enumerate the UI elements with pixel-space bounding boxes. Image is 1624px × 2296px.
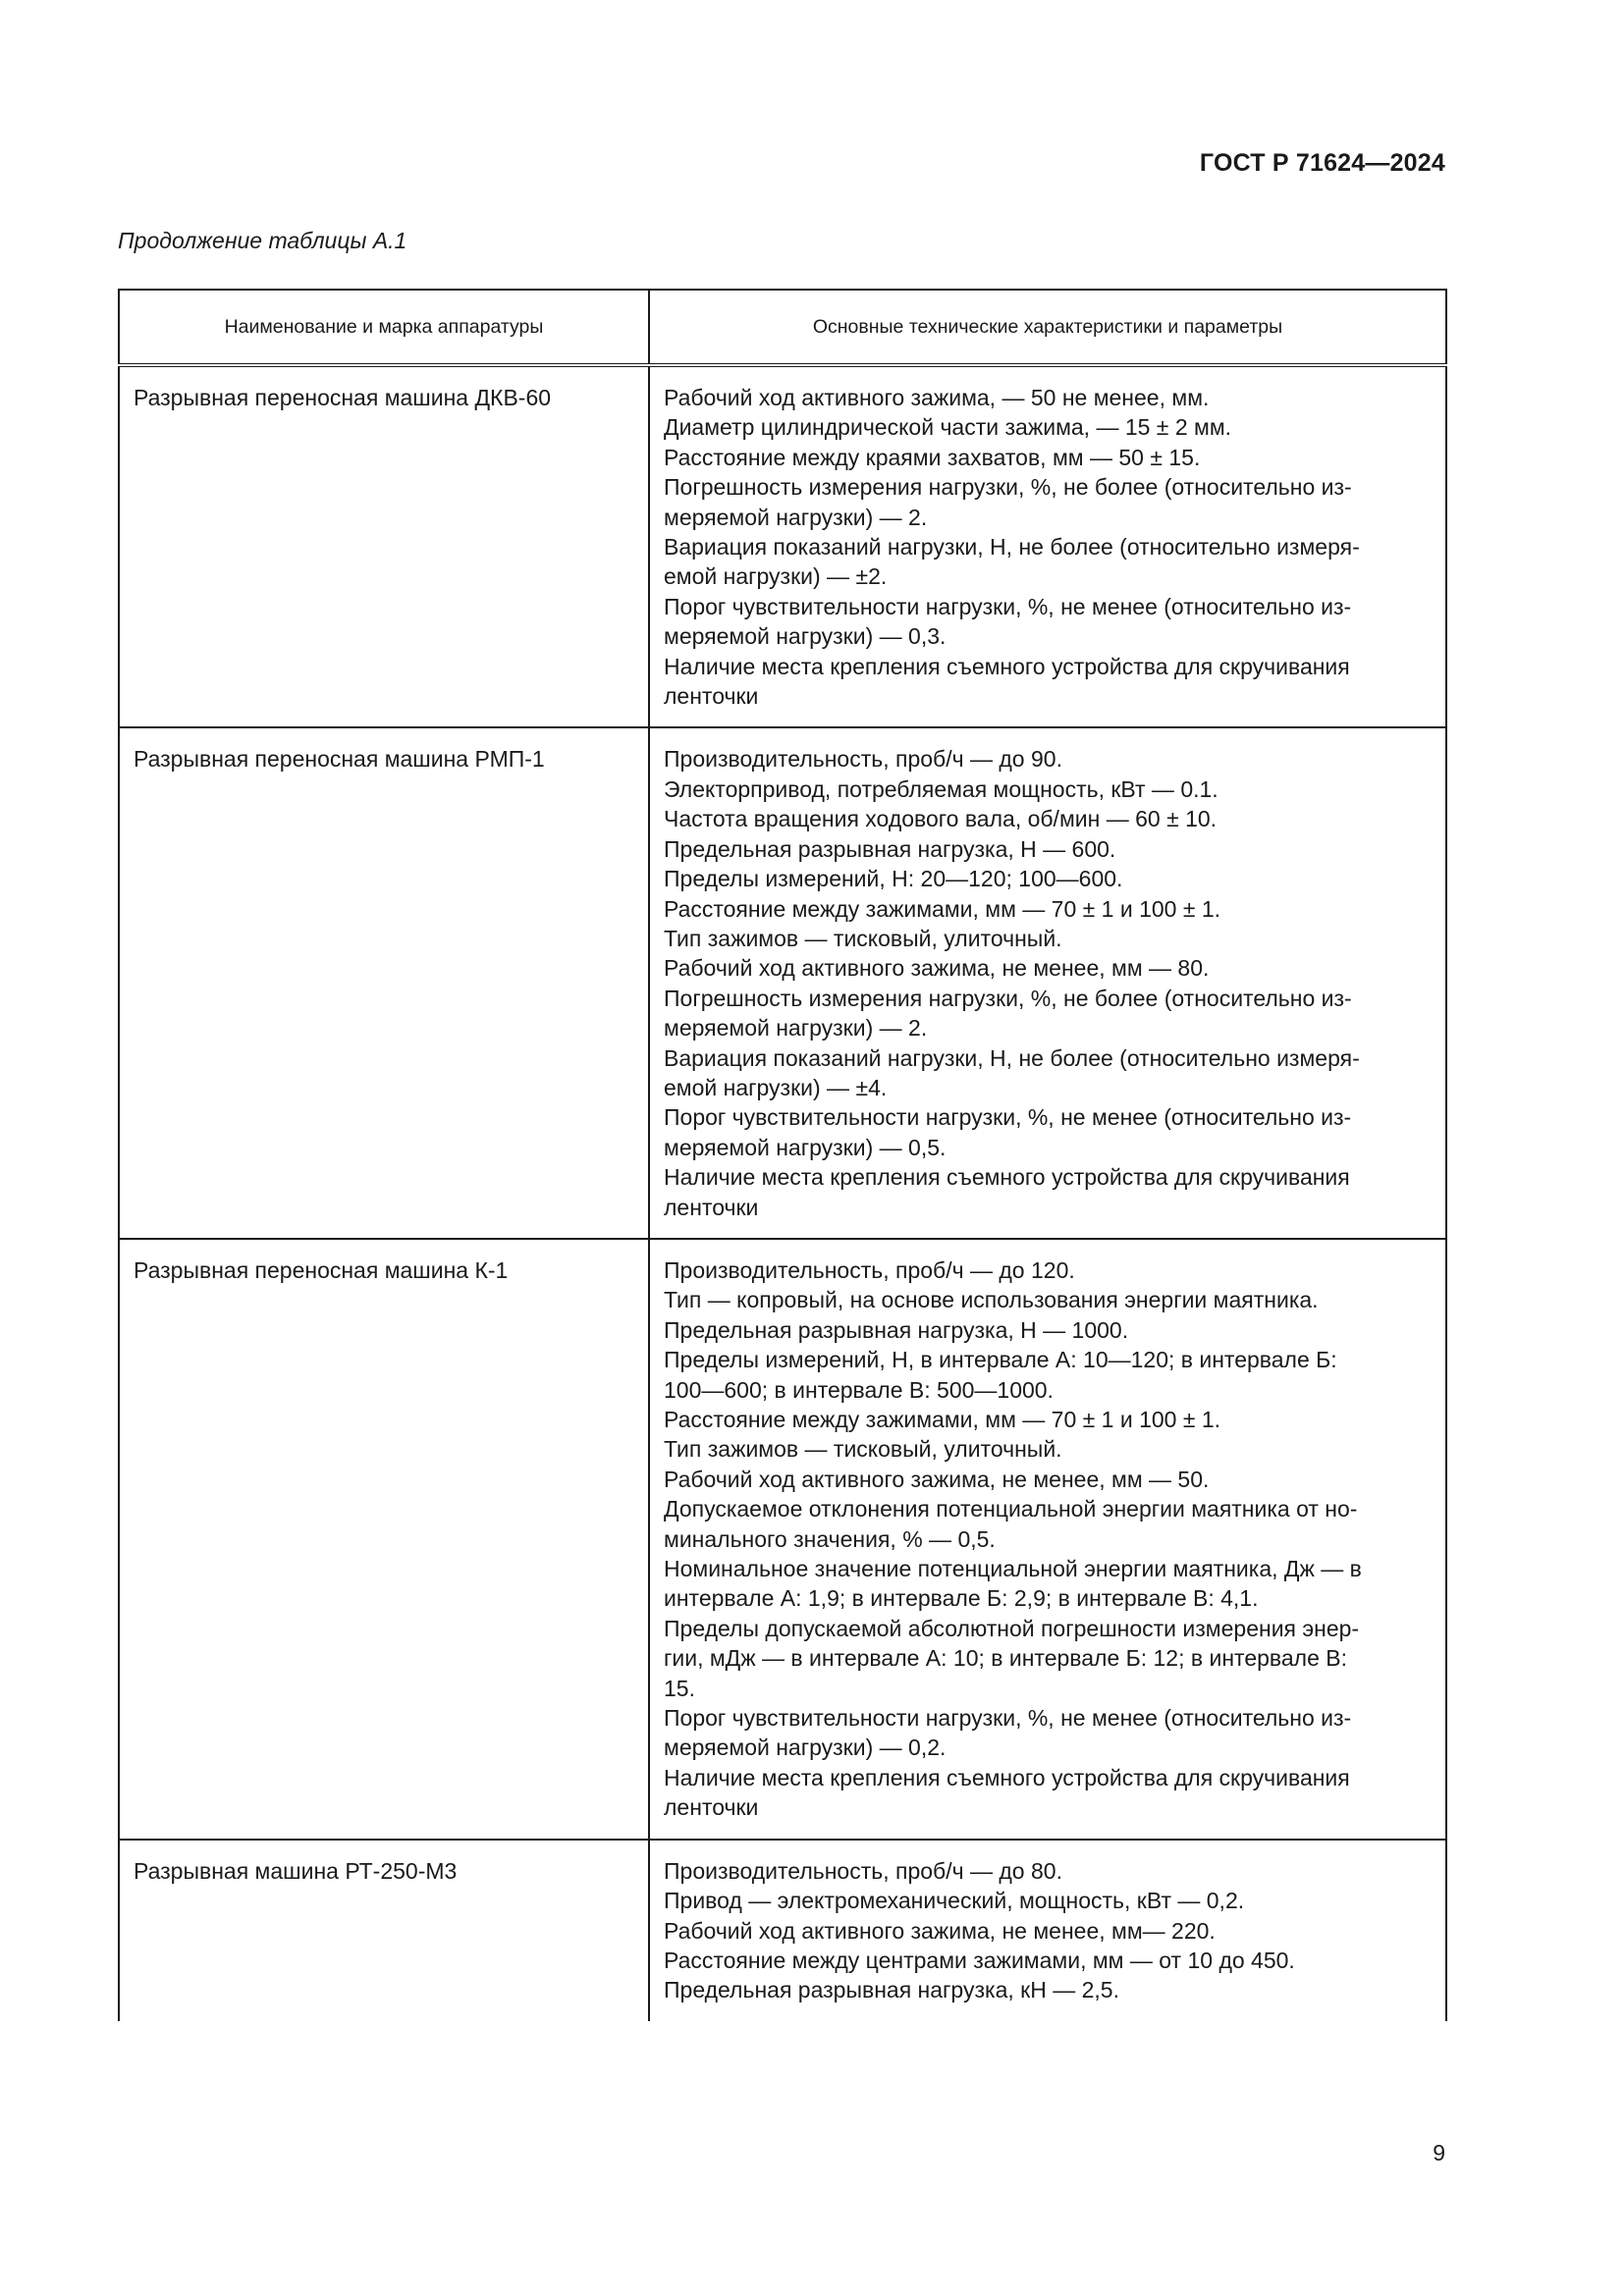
spec-line: Тип зажимов — тисковый, улиточный. (664, 1436, 1062, 1463)
spec-line: ленточки (664, 683, 759, 710)
spec-line: 100—600; в интервале В: 500—1000. (664, 1376, 1054, 1403)
spec-line: Расстояние между зажимами, мм — 70 ± 1 и 100 ± 1. (664, 895, 1221, 922)
spec-line: ленточки (664, 1194, 759, 1220)
table-caption: Продолжение таблицы А.1 (118, 228, 407, 253)
spec-line: 15. (664, 1675, 695, 1701)
spec-line: Рабочий ход активного зажима, не менее, мм — 80. (664, 955, 1210, 982)
specifications-cell (649, 365, 1446, 727)
spec-line: Пределы измерений, Н: 20—120; 100—600. (664, 866, 1123, 892)
specifications-cell (649, 1239, 1446, 1840)
spec-line: минального значения, % — 0,5. (664, 1525, 996, 1552)
table-header-row (119, 290, 1446, 365)
spec-line: Вариация показаний нагрузки, Н, не более (относительно измеря- (664, 1044, 1360, 1071)
equipment-name-cell: Разрывная переносная машина К-1 (119, 1239, 649, 1840)
spec-line: Наличие места крепления съемного устройства для скручивания (664, 1164, 1350, 1191)
spec-line: гии, мДж — в интервале А: 10; в интервале Б: 12; в интервале В: (664, 1645, 1347, 1672)
spec-line: Частота вращения ходового вала, об/мин — 60 ± 10. (664, 806, 1218, 832)
equipment-name-cell: Разрывная машина РТ-250-М3 (119, 1840, 649, 2021)
spec-line: Расстояние между краями захватов, мм — 50 ± 15. (664, 444, 1201, 470)
spec-line: меряемой нагрузки) — 0,5. (664, 1134, 947, 1160)
spec-line: Допускаемое отклонения потенциальной энергии маятника от но- (664, 1496, 1358, 1522)
spec-line: Вариация показаний нагрузки, Н, не более (относительно измеря- (664, 534, 1360, 561)
spec-line: емой нагрузки) — ±2. (664, 563, 888, 590)
spec-line: Номинальное значение потенциальной энергии маятника, Дж — в (664, 1556, 1362, 1582)
equipment-name-cell: Разрывная переносная машина РМП-1 (119, 727, 649, 1239)
spec-line: Производительность, проб/ч — до 80. (664, 1857, 1062, 1884)
spec-line: Расстояние между центрами зажимами, мм — от 10 до 450. (664, 1947, 1295, 1973)
table-row (119, 727, 1446, 1239)
column-header-equipment-name: Наименование и марка аппаратуры (119, 290, 649, 365)
table-row (119, 365, 1446, 727)
spec-line: Пределы допускаемой абсолютной погрешности измерения энер- (664, 1615, 1360, 1641)
spec-line: Производительность, проб/ч — до 90. (664, 746, 1062, 773)
spec-line: Порог чувствительности нагрузки, %, не менее (относительно из- (664, 1104, 1352, 1131)
spec-line: меряемой нагрузки) — 0,2. (664, 1735, 947, 1761)
spec-line: Расстояние между зажимами, мм — 70 ± 1 и 100 ± 1. (664, 1407, 1221, 1432)
spec-line: Порог чувствительности нагрузки, %, не менее (относительно из- (664, 593, 1352, 619)
spec-line: Наличие места крепления съемного устройства для скручивания (664, 653, 1350, 679)
spec-line: Наличие места крепления съемного устройства для скручивания (664, 1764, 1350, 1790)
spec-line: меряемой нагрузки) — 2. (664, 1015, 928, 1041)
equipment-spec-table (118, 289, 1447, 2021)
spec-line: Погрешность измерения нагрузки, %, не более (относительно из- (664, 474, 1352, 501)
spec-line: Погрешность измерения нагрузки, %, не более (относительно из- (664, 985, 1352, 1011)
spec-line: Тип зажимов — тисковый, улиточный. (664, 925, 1062, 951)
spec-line: Рабочий ход активного зажима, не менее, мм— 220. (664, 1917, 1216, 1944)
spec-line: интервале А: 1,9; в интервале Б: 2,9; в интервале В: 4,1. (664, 1585, 1259, 1612)
specifications-cell (649, 1840, 1446, 2021)
spec-line: Предельная разрывная нагрузка, Н — 1000. (664, 1316, 1129, 1343)
spec-line: Диаметр цилиндрической части зажима, — 15 ± 2 мм. (664, 414, 1232, 441)
equipment-name-cell: Разрывная переносная машина ДКВ-60 (119, 365, 649, 727)
table-row (119, 1239, 1446, 1840)
spec-line: Производительность, проб/ч — до 120. (664, 1256, 1075, 1283)
spec-line: Предельная разрывная нагрузка, кН — 2,5. (664, 1977, 1119, 2003)
column-header-specifications: Основные технические характеристики и параметры (649, 290, 1446, 365)
spec-line: Предельная разрывная нагрузка, Н — 600. (664, 835, 1116, 862)
spec-line: Порог чувствительности нагрузки, %, не менее (относительно из- (664, 1705, 1352, 1732)
spec-line: Пределы измерений, Н, в интервале А: 10—120; в интервале Б: (664, 1347, 1337, 1373)
document-designation: ГОСТ Р 71624—2024 (1199, 149, 1445, 177)
page-number: 9 (1433, 2140, 1445, 2165)
spec-line: меряемой нагрузки) — 0,3. (664, 623, 947, 650)
spec-line: Тип — копровый, на основе использования энергии маятника. (664, 1287, 1319, 1313)
spec-line: Рабочий ход активного зажима, не менее, мм — 50. (664, 1466, 1210, 1492)
spec-line: Электорпривод, потребляемая мощность, кВт — 0.1. (664, 775, 1218, 802)
spec-line: Рабочий ход активного зажима, — 50 не менее, мм. (664, 385, 1210, 410)
specifications-cell (649, 727, 1446, 1239)
spec-line: меряемой нагрузки) — 2. (664, 504, 928, 530)
spec-line: ленточки (664, 1794, 759, 1821)
spec-line: емой нагрузки) — ±4. (664, 1074, 888, 1100)
spec-line: Привод — электромеханический, мощность, кВт — 0,2. (664, 1888, 1245, 1914)
table-row (119, 1840, 1446, 2021)
